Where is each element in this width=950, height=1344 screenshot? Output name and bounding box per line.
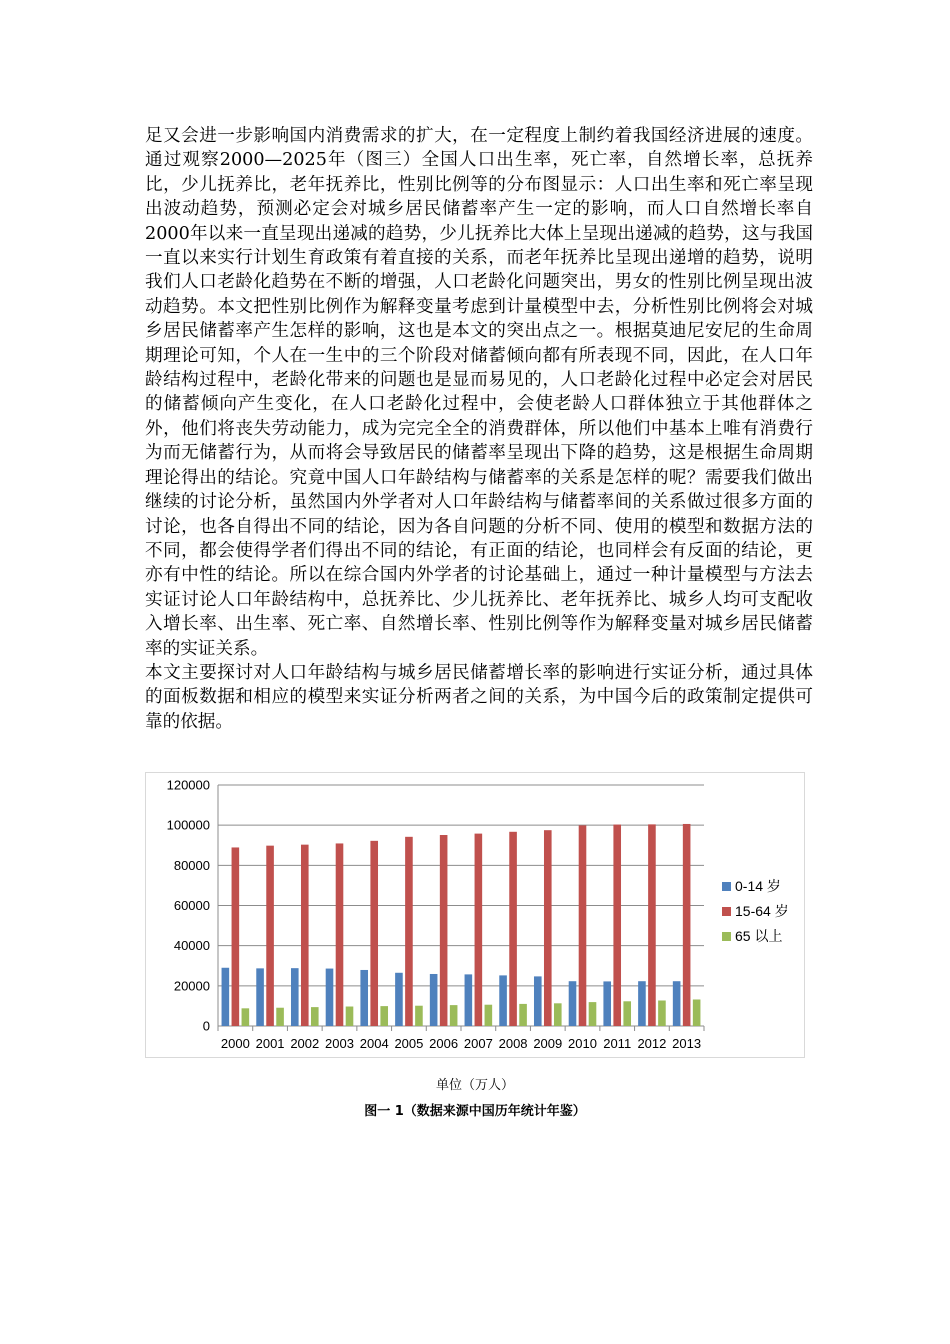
- bar-2008-series-1: [509, 832, 517, 1026]
- x-tick-label: 2013: [672, 1036, 702, 1051]
- bar-2012-series-0: [638, 981, 646, 1026]
- bar-2003-series-2: [346, 1007, 354, 1026]
- paragraph: 足又会进一步影响国内消费需求的扩大，在一定程度上制约着我国经济进展的速度。通过观察2000—2025年（图三）全国人口出生率，死亡率，自然增长率，总抚养比，少儿抚养比，老年抚养比，性别比例等的分布图显示：人口出生率和死亡率呈现出波动趋势，预测必定会对城乡居民储蓄率产生一定的影响，而人口自然增长率自2000年以来一直呈现出递减的趋势，少儿抚养比大体上呈现出递减的趋势，这与我国一直以来实行计划生育政策有着直接的关系，而老年抚养比呈现出递增的趋势，说明我们人口老龄化趋势在不断的增强，人口老龄化问题突出，男女的性别比例呈现出波动趋势。本文把性别比例作为解释变量考虑到计量模型中去，分析性别比例将会对城乡居民储蓄率产生怎样的影响，这也是本文的突出点之一。根据莫迪尼安尼的生命周期理论可知，个人在一生中的三个阶段对储蓄倾向都有所表现不同，因此，在人口年龄结构过程中，老龄化带来的问题也是显而易见的，人口老龄化过程中必定会对居民的储蓄倾向产生变化，在人口老龄化过程中，会使老龄人口群体独立于其他群体之外，他们将丧失劳动能力，成为完完全全的消费群体，所以他们中基本上唯有消费行为而无储蓄行为，从而将会导致居民的储蓄率呈现出下降的趋势，这是根据生命周期理论得出的结论。究竟中国人口年龄结构与储蓄率的关系是怎样的呢？需要我们做出继续的讨论分析，虽然国内外学者对人口年龄结构与储蓄率间的关系做过很多方面的讨论，也各自得出不同的结论，因为各自问题的分析不同、使用的模型和数据方法的不同，都会使得学者们得出不同的结论，有正面的结论，也同样会有反面的结论，更亦有中性的结论。所以在综合国内外学者的讨论基础上，通过一种计量模型与方法去实证讨论人口年龄结构中，总抚养比、少儿抚养比、老年抚养比、城乡人均可支配收入增长率、出生率、死亡率、自然增长率、性别比例等作为解释变量对城乡居民储蓄率的实证关系。: [145, 126, 813, 659]
- x-tick-label: 2012: [637, 1036, 667, 1051]
- bar-2004-series-1: [370, 841, 378, 1026]
- legend-label-1: 15-64 岁: [735, 903, 789, 919]
- y-tick-label: 40000: [173, 938, 210, 954]
- bar-2009-series-2: [554, 1003, 562, 1026]
- x-tick-label: 2010: [568, 1036, 597, 1051]
- legend-label-2: 65 以上: [735, 928, 783, 944]
- x-tick-label: 2006: [429, 1036, 459, 1051]
- bar-2006-series-1: [440, 835, 448, 1026]
- bar-2007-series-1: [475, 834, 483, 1026]
- x-tick-label: 2011: [603, 1036, 632, 1051]
- y-tick-label: 60000: [173, 898, 210, 913]
- x-tick-label: 2002: [290, 1036, 320, 1051]
- bar-2012-series-2: [658, 1000, 666, 1026]
- bar-2010-series-2: [589, 1002, 597, 1026]
- x-tick-label: 2000: [220, 1036, 250, 1051]
- y-tick-label: 120000: [166, 777, 210, 793]
- bar-2011-series-2: [623, 1001, 631, 1026]
- bar-2006-series-0: [430, 974, 438, 1026]
- x-tick-label: 2003: [325, 1036, 354, 1051]
- bar-2008-series-0: [499, 975, 507, 1026]
- x-tick-label: 2004: [359, 1036, 389, 1051]
- bar-2005-series-1: [405, 837, 413, 1026]
- bar-2012-series-1: [648, 824, 656, 1026]
- bar-2001-series-1: [266, 846, 274, 1026]
- bar-2003-series-0: [326, 969, 334, 1026]
- x-tick-label: 2001: [255, 1036, 285, 1051]
- bar-2005-series-2: [415, 1006, 423, 1026]
- legend-label-0: 0-14 岁: [735, 878, 781, 894]
- bar-2008-series-2: [519, 1004, 527, 1026]
- y-tick-label: 100000: [166, 817, 210, 833]
- bar-2013-series-2: [693, 999, 701, 1026]
- bar-2007-series-2: [485, 1005, 493, 1026]
- paragraph: 本文主要探讨对人口年龄结构与城乡居民储蓄增长率的影响进行实证分析，通过具体的面板数据和相应的模型来实证分析两者之间的关系，为中国今后的政策制定提供可靠的依据。: [145, 662, 813, 732]
- y-tick-label: 80000: [173, 857, 210, 873]
- bar-2000-series-0: [222, 968, 230, 1026]
- legend-swatch-0: [722, 882, 731, 891]
- legend-swatch-2: [722, 932, 731, 941]
- x-tick-label: 2009: [533, 1036, 563, 1051]
- bar-2004-series-2: [380, 1006, 388, 1026]
- bar-2011-series-1: [613, 825, 621, 1026]
- bar-2000-series-2: [242, 1008, 250, 1026]
- bar-2006-series-2: [450, 1005, 458, 1026]
- bar-2007-series-0: [465, 974, 473, 1026]
- chart-canvas: [146, 773, 804, 1057]
- bar-2013-series-0: [673, 981, 681, 1026]
- bar-2002-series-1: [301, 845, 309, 1026]
- bar-2010-series-1: [579, 825, 587, 1026]
- figure-caption: 图一 1（数据来源中国历年统计年鉴）: [364, 1104, 586, 1119]
- bar-2005-series-0: [395, 973, 403, 1026]
- bar-2009-series-1: [544, 830, 552, 1026]
- bar-2000-series-1: [232, 847, 240, 1026]
- x-tick-label: 2007: [463, 1036, 493, 1051]
- bar-2009-series-0: [534, 976, 542, 1026]
- bar-2002-series-0: [291, 968, 299, 1026]
- bar-2011-series-0: [603, 981, 611, 1026]
- bar-2003-series-1: [336, 843, 344, 1026]
- y-tick-label: 0: [202, 1018, 210, 1034]
- bar-2001-series-0: [256, 968, 264, 1026]
- bar-2013-series-1: [683, 824, 691, 1026]
- bar-2004-series-0: [360, 970, 368, 1026]
- body-text: [145, 124, 813, 734]
- x-tick-label: 2005: [394, 1036, 424, 1051]
- bar-2010-series-0: [569, 981, 577, 1026]
- x-tick-label: 2008: [498, 1036, 528, 1051]
- bar-2002-series-2: [311, 1007, 319, 1026]
- population-bar-chart: [145, 772, 805, 1058]
- bar-2001-series-2: [276, 1008, 284, 1026]
- legend-swatch-1: [722, 907, 731, 916]
- y-tick-label: 20000: [173, 978, 210, 994]
- unit-caption: 单位（万人）: [435, 1078, 514, 1093]
